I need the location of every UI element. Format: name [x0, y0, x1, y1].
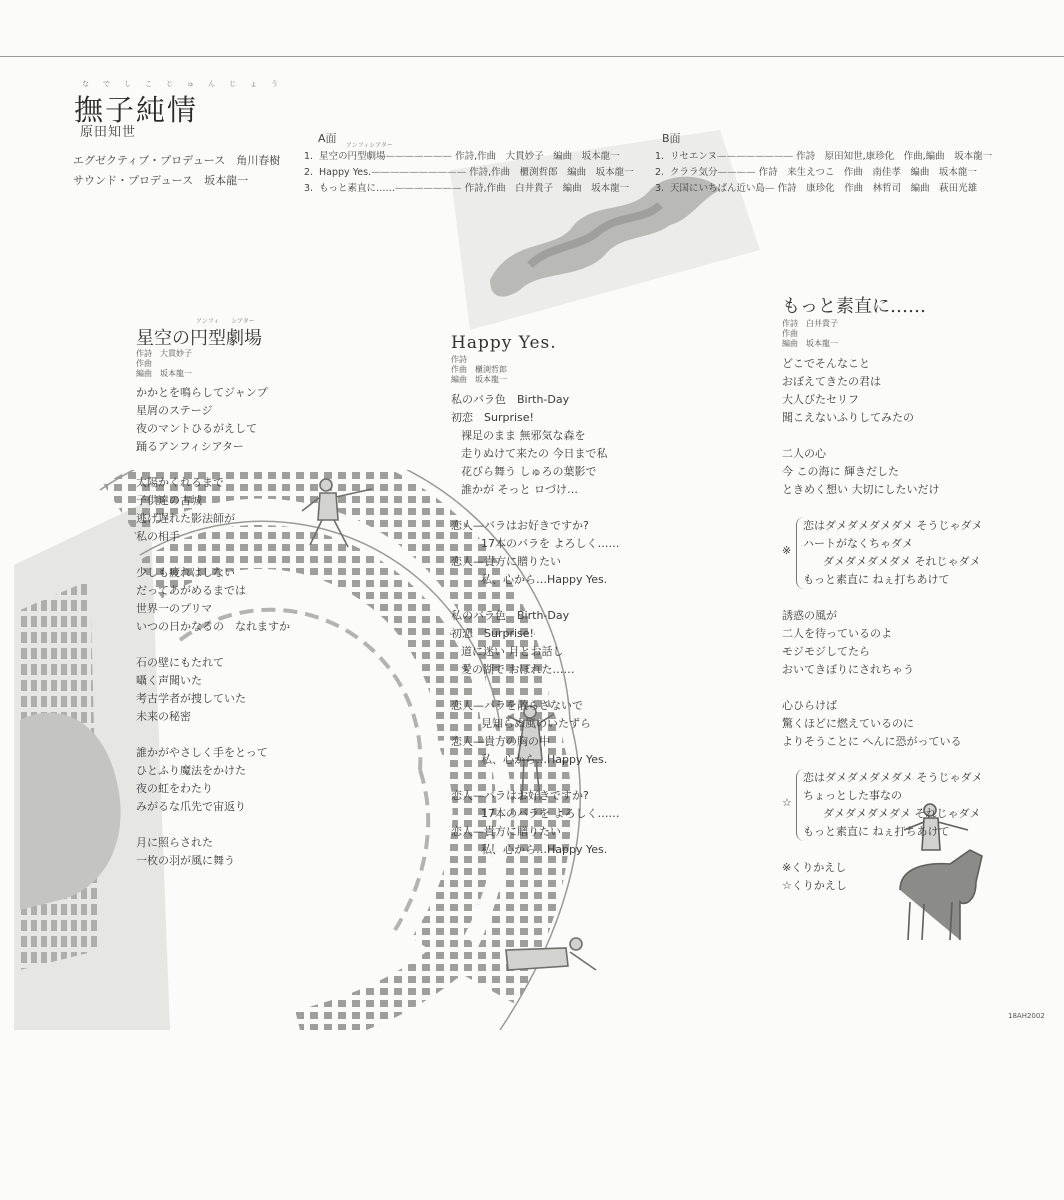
lyric-line: 道に迷い 月とお話し	[461, 645, 564, 658]
song3-credits: 作詩 白井貴子 作曲 編曲 坂本龍一	[782, 319, 838, 348]
lyric-line: 一枚の羽が風に舞う	[136, 854, 235, 867]
song1-credits: 作詩 大貫妙子 作曲 編曲 坂本龍一	[136, 349, 192, 378]
credit-executive: エグゼクティブ・プロデュース 角川春樹	[73, 154, 281, 167]
lyric-line: 初恋 Surprise!	[451, 411, 534, 424]
lyric-line: 恋人—バラはお好きですか?	[451, 789, 589, 802]
lyric-line: 驚くほどに燃えているのに	[782, 717, 914, 730]
lyric-line: 未来の秘密	[136, 710, 191, 723]
lyric-line: 恋人—貴方に贈りたい	[451, 825, 561, 838]
lyric-line: おぼえてきたの君は	[782, 375, 881, 388]
lyric-line	[451, 499, 620, 517]
repeat-note-2: ☆くりかえし	[782, 879, 847, 892]
song2-title: Happy Yes.	[451, 333, 557, 353]
lyric-line: ときめく想い 大切にしたいだけ	[782, 483, 940, 496]
side-a-ruby: アンフィシアター	[346, 142, 393, 149]
lyric-line: 花びら舞う しゅろの葉影で	[461, 465, 597, 478]
lyric-line	[136, 456, 290, 474]
chorus-mark-asterisk: ※	[782, 544, 792, 557]
lyric-line	[136, 636, 290, 654]
song3-title: もっと素直に……	[782, 296, 926, 317]
lyric-line: 私のバラ色 Birth-Day	[451, 609, 570, 622]
dancer-figure-1	[292, 475, 392, 555]
lyric-line: 考古学者が捜していた	[136, 692, 246, 705]
lyric-line: よりそうことに へんに恐がっている	[782, 735, 962, 748]
lyric-line: 私、心から…Happy Yes.	[481, 843, 608, 856]
song1-title: 星空の円型劇場	[136, 328, 262, 349]
album-title-ruby: なでしこじゅんじょう	[82, 80, 292, 88]
lyric-line: ちょっとした事なの	[803, 789, 902, 802]
lyric-line: 恋人—バラはお好きですか?	[451, 519, 589, 532]
lyric-line: 心ひらけば	[782, 699, 837, 712]
lyric-line: 恋人—貴方に贈りたい	[451, 555, 561, 568]
lyric-line: 私の相手	[136, 530, 180, 543]
lyric-line: 踊るアンフィシアター	[136, 440, 244, 453]
lyric-line: 誘惑の風が	[782, 609, 837, 622]
track-a2: 2. Happy Yes.—————————— 作詩,作曲 櫃渕哲郎 編曲 坂本龍一	[304, 167, 634, 178]
lyric-line: ハートがなくちゃダメ	[803, 537, 913, 550]
lyric-line: 初恋 Surprise!	[451, 627, 534, 640]
lyric-line: 石の壁にもたれて	[136, 656, 224, 669]
lyric-line: 逃げ遅れた影法師が	[136, 512, 235, 525]
lyric-line: 恋はダメダメダメダメ そうじゃダメ	[803, 771, 983, 784]
lyric-line: いつの日かなるの なれますか	[136, 620, 290, 633]
top-border	[0, 56, 1064, 57]
lyric-line: 恋人—貴方の胸の中	[451, 735, 550, 748]
repeat-note-1: ※くりかえし	[782, 861, 847, 874]
lyric-line: 二人の心	[782, 447, 826, 460]
side-a-list	[304, 148, 634, 196]
track-a1: 1. 星空の円型劇場——————— 作詩,作曲 大貫妙子 編曲 坂本龍一	[304, 151, 620, 162]
track-a3: 3. もっと素直に……——————— 作詩,作曲 白井貴子 編曲 坂本龍一	[304, 183, 630, 194]
lyric-line: 走りぬけて来たの 今日まで私	[461, 447, 608, 460]
lyric-line: もっと素直に ねぇ打ちあけて	[803, 573, 950, 586]
lyric-line: 恋はダメダメダメダメ そうじゃダメ	[803, 519, 983, 532]
track-b3: 3. 天国にいちばん近い島— 作詩 康珍化 作曲 林哲司 編曲 萩田光雄	[655, 183, 978, 194]
song2-credits: 作詩 作曲 櫃渕哲郎 編曲 坂本龍一	[451, 355, 507, 384]
lyric-line: 夜の虹をわたり	[136, 782, 213, 795]
album-title-text: 撫子純情	[74, 93, 199, 127]
lyric-line: 今 この海に 輝きだした	[782, 465, 899, 478]
lyric-line: ダメダメダメダメ それじゃダメ	[823, 807, 981, 820]
track-b2: 2. クララ気分———— 作詩 来生えつこ 作曲 南佳孝 編曲 坂本龍一	[655, 167, 977, 178]
side-a-heading: A面	[318, 132, 337, 145]
lyric-line: 17本のバラを よろしく……	[481, 537, 620, 550]
song1-ruby: アンフィ シアター	[196, 318, 255, 325]
lyric-line: もっと素直に ねぇ打ちあけて	[803, 825, 950, 838]
lyric-line: ダメダメダメダメ それじゃダメ	[823, 555, 981, 568]
side-b-list	[655, 148, 992, 196]
lyric-line: おいてきぼりにされちゃう	[782, 663, 914, 676]
lyric-line: かかとを鳴らしてジャンプ	[136, 386, 268, 399]
song1-lyrics	[136, 384, 290, 870]
lyric-line	[136, 816, 290, 834]
lyric-line: 太陽かくれるまで	[136, 476, 224, 489]
chorus-mark-star: ☆	[782, 796, 792, 809]
lyric-line: 17本のバラを よろしく……	[481, 807, 620, 820]
lyric-line: 私、心から…Happy Yes.	[481, 753, 608, 766]
song2-lyrics	[451, 391, 620, 859]
lyric-line: 裸足のまま 無邪気な森を	[461, 429, 586, 442]
lyric-line: 少しも疲れはしない	[136, 566, 235, 579]
lyric-line: 愛の湖で おぼれた……	[461, 663, 575, 676]
lyric-line: 聞こえないふりしてみたの	[782, 411, 914, 424]
artist-name: 原田知世	[80, 125, 137, 140]
lyric-line	[451, 589, 620, 607]
lyric-line: どこでそんなこと	[782, 357, 870, 370]
song3-lyrics	[782, 355, 983, 895]
lyric-line: 誰かがやさしく手をとって	[136, 746, 268, 759]
lyric-line: 子供達の古城	[136, 494, 202, 507]
lyric-line: 世界一のプリマ	[136, 602, 213, 615]
lyric-line: 見知らぬ風のいたずら	[481, 717, 591, 730]
lyric-line: 月に照らされた	[136, 836, 213, 849]
reclining-figure	[496, 930, 606, 990]
credit-sound: サウンド・プロデュース 坂本龍一	[73, 174, 249, 187]
track-b1: 1. リセエンヌ———————— 作詩 原田知世,康珍化 作曲,編曲 坂本龍一	[655, 151, 993, 162]
lyric-line: みがるな爪先で宙返り	[136, 800, 246, 813]
lyric-line: 大人びたセリフ	[782, 393, 859, 406]
lyric-line: 囁く声聞いた	[136, 674, 202, 687]
lyric-line: だってあがめるまでは	[136, 584, 246, 597]
lyric-line: 夜のマントひるがえして	[136, 422, 257, 435]
catalog-number: 18AH2002	[1008, 1012, 1045, 1020]
lyric-line	[451, 769, 620, 787]
lyric-line: 二人を待っているのよ	[782, 627, 892, 640]
lyric-line: 星屑のステージ	[136, 404, 213, 417]
lyric-line: 誰かが そっと ロづけ…	[461, 483, 578, 496]
lyric-line: 私、心から…Happy Yes.	[481, 573, 608, 586]
lyric-line	[451, 679, 620, 697]
lyric-line: ひとふり魔法をかけた	[136, 764, 246, 777]
lyric-line	[136, 546, 290, 564]
lyric-line: 私のバラ色 Birth-Day	[451, 393, 570, 406]
side-b-heading: B面	[662, 132, 681, 145]
lyric-line	[136, 726, 290, 744]
lyric-line: モジモジしてたら	[782, 645, 870, 658]
lyric-line: 恋人—バラを散らさないで	[451, 699, 583, 712]
